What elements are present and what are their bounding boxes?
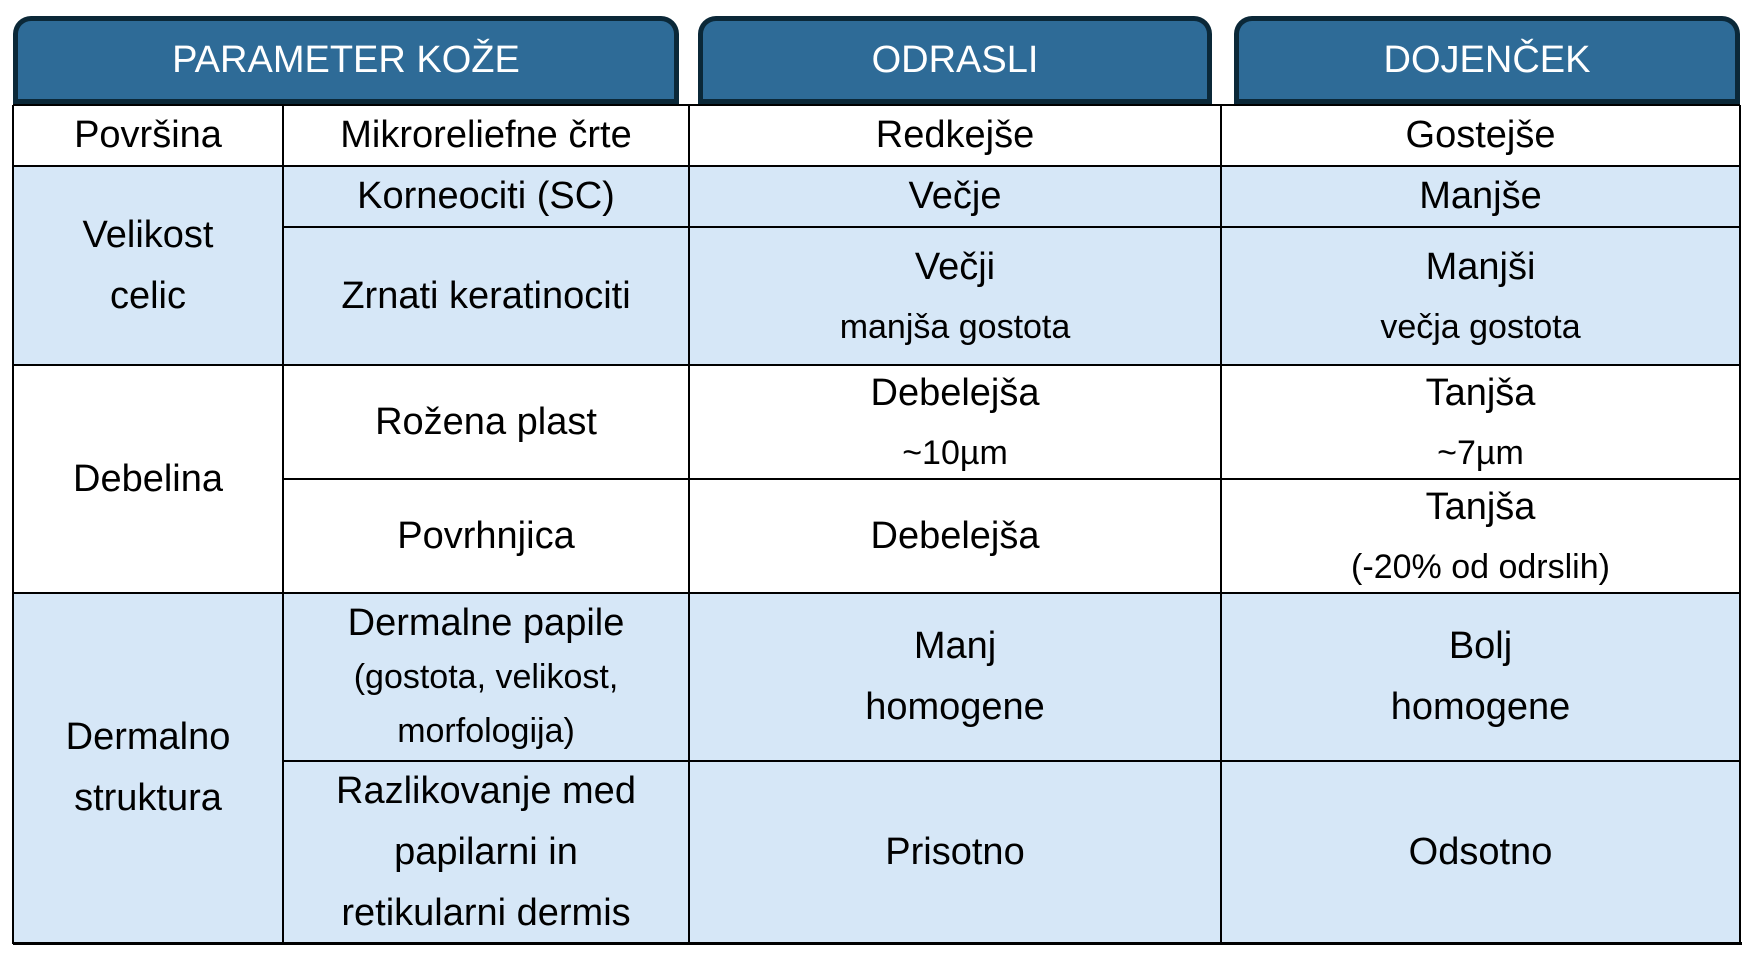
param-label: Zrnati keratinociti xyxy=(341,274,631,317)
header-infant-label: DOJENČEK xyxy=(1383,38,1591,81)
value-text: Manj xyxy=(913,625,997,667)
value-adults xyxy=(689,479,1221,593)
param-epidermis xyxy=(283,479,689,593)
group-label: Dermalno xyxy=(65,716,231,758)
value-subtext: ~7µm xyxy=(1437,433,1524,472)
param-sublabel: (gostota, velikost, xyxy=(353,658,619,696)
value-text: homogene xyxy=(865,686,1045,728)
value-infant xyxy=(1221,365,1740,479)
value-text: Tanjša xyxy=(1425,371,1536,414)
group-thickness xyxy=(13,365,283,593)
value-text: Tanjša xyxy=(1425,485,1536,528)
grid-line xyxy=(12,105,14,944)
value-text: Bolj xyxy=(1448,625,1513,667)
value-subtext: večja gostota xyxy=(1380,307,1581,346)
param-dermal-papillae xyxy=(283,593,689,761)
value-text: Manjše xyxy=(1419,175,1542,217)
param-label: Povrhnjica xyxy=(397,514,575,557)
header-parameter-label: PARAMETER KOŽE xyxy=(172,38,520,81)
value-infant xyxy=(1221,166,1740,227)
param-sublabel: morfologija) xyxy=(397,712,575,750)
grid-line xyxy=(13,165,1740,167)
group-label: Debelina xyxy=(73,457,223,500)
value-text: Debelejša xyxy=(870,371,1040,414)
header-parameter xyxy=(13,16,679,105)
param-label: Mikroreliefne črte xyxy=(340,114,632,156)
value-infant xyxy=(1221,105,1740,166)
value-adults xyxy=(689,166,1221,227)
group-label: Velikost xyxy=(82,213,214,256)
value-adults xyxy=(689,365,1221,479)
param-stratum-corneum xyxy=(283,365,689,479)
value-infant xyxy=(1221,593,1740,761)
param-label: Rožena plast xyxy=(375,400,597,443)
value-text: homogene xyxy=(1390,686,1571,728)
grid-line xyxy=(13,104,1740,106)
param-dermis-differentiation xyxy=(283,761,689,943)
group-dermal-structure xyxy=(13,593,283,943)
value-text: Večji xyxy=(914,245,996,288)
group-label: Površina xyxy=(74,114,222,156)
param-label: Razlikovanje med xyxy=(336,769,636,812)
value-adults xyxy=(689,105,1221,166)
param-granular-keratinocytes xyxy=(283,227,689,365)
param-label: papilarni in xyxy=(394,830,578,873)
value-subtext: ~10µm xyxy=(902,433,1008,472)
value-text: Večje xyxy=(908,175,1002,217)
grid-line xyxy=(13,364,1740,366)
value-subtext: manjša gostota xyxy=(839,307,1071,346)
header-adults-label: ODRASLI xyxy=(871,38,1039,81)
param-label: Dermalne papile xyxy=(347,602,625,644)
param-corneocytes xyxy=(283,166,689,227)
value-infant xyxy=(1221,479,1740,593)
param-label: retikularni dermis xyxy=(341,891,631,934)
grid-line xyxy=(1739,105,1741,944)
value-adults xyxy=(689,593,1221,761)
param-microrelief xyxy=(283,105,689,166)
value-subtext: (-20% od odrslih) xyxy=(1351,547,1610,586)
grid-line xyxy=(1220,105,1222,944)
grid-line xyxy=(282,105,284,944)
grid-line xyxy=(13,942,1742,945)
value-adults xyxy=(689,227,1221,365)
group-surface xyxy=(13,105,283,166)
value-text: Redkejše xyxy=(875,114,1035,156)
grid-line xyxy=(13,592,1740,594)
grid-line xyxy=(688,105,690,944)
group-label: struktura xyxy=(74,777,222,819)
value-text: Gostejše xyxy=(1405,114,1556,156)
header-infant xyxy=(1234,16,1740,105)
value-infant xyxy=(1221,761,1740,943)
value-infant xyxy=(1221,227,1740,365)
value-text: Prisotno xyxy=(885,830,1025,873)
value-adults xyxy=(689,761,1221,943)
header-adults xyxy=(698,16,1212,105)
value-text: Odsotno xyxy=(1408,830,1553,873)
grid-line xyxy=(283,226,1740,228)
value-text: Manjši xyxy=(1425,245,1536,288)
value-text: Debelejša xyxy=(870,514,1040,557)
group-label: celic xyxy=(109,274,187,317)
grid-line xyxy=(283,478,1740,480)
param-label: Korneociti (SC) xyxy=(357,175,615,217)
grid-line xyxy=(283,760,1740,762)
group-cell-size xyxy=(13,166,283,365)
